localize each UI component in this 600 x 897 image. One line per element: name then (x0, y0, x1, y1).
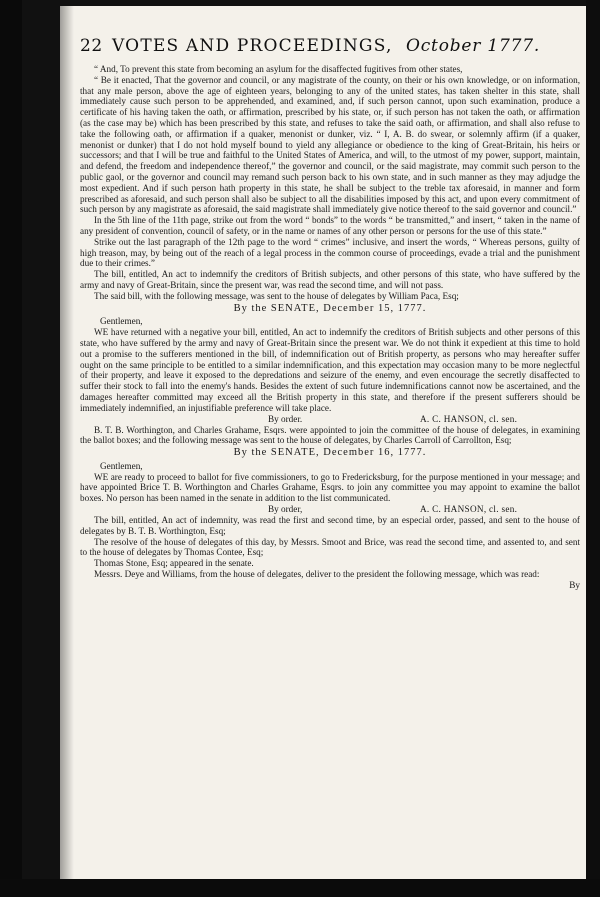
signature (80, 504, 580, 515)
scan-border-left (0, 0, 22, 897)
document-page (60, 6, 586, 879)
running-header (80, 36, 580, 60)
senate-message: WE are ready to proceed to ballot for five commissioners, to go to Fredericksburg, for the purpose mentioned in your message; and have appointed Brice T. B. Worthington and Charles Grahame, Esqrs. to join any committee you may appoint to examine the ballot boxes. No person has been named in the senate in addition to the list communicated. (80, 471, 580, 504)
scan-border-right (586, 0, 600, 897)
paragraph: Thomas Stone, Esq; appeared in the senate. (94, 558, 254, 569)
paragraph: The said bill, with the following message, was sent to the house of delegates by William Paca, Esq; (94, 290, 459, 301)
header-date: October 1777. (406, 36, 541, 56)
page-title: VOTES AND PROCEEDINGS, (112, 36, 393, 56)
paragraph: The resolve of the house of delegates of this day, by Messrs. Smoot and Brice, was read the second time, and assented to, and sent to the house of delegates by Thomas Contee, Esq; (80, 536, 580, 558)
signature-name: A. C. HANSON, cl. sen. (420, 504, 518, 515)
signature-name: A. C. HANSON, cl. sen. (420, 413, 518, 424)
paragraph: “ Be it enacted, That the governor and council, or any magistrate of the county, on their or his own knowledge, or on information, that any male person, above the age of eighteen years, belonging to any of the united states, has taken shelter in this state, shall immediately cause such person to be apprehended, and examined, and, if such person cannot, upon such examination, produce a certificate of his having taken the oath, or affirmation, prescribed by his state, or, if such person has not taken the oath, or affirmation (as the case may be) which has been prescribed by this state, and refuses to take the said oath, or affirmation, and shall also refuse to take the following oath, or affirmation if a quaker, menonist or dunker, viz. “ I, A. B. do swear, or solemnly affirm (if a quaker, menonist or dunker) that I do not hold myself bound to yield any allegiance or obedience to the king of Great-Britain, his heirs or successors; and that I will be true and faithful to the United States of America, and will, to the utmost of my power, support, maintain, and defend, the freedom and independence thereof,” the governor and council, or the said magistrate, may commit such person to the public gaol, or the governor and council may remand such person back to his own state, and in such manner as they may adjudge the most expedient. And if such person hath property in this state, he shall be subject to the treble tax aforesaid, in manner and form prescribed as aforesaid, and such person shall also be subject to all the disabilities imposed by this act, and upon every commitment of such person by any magistrate as aforesaid, the said magistrate shall immediately give notice thereof to the said governor and council.” (80, 74, 580, 215)
paragraph: “ And, To prevent this state from becoming an asylum for the disaffected fugitives from other states, (94, 64, 463, 74)
page-gutter-shadow (60, 6, 74, 879)
senate-message: WE have returned with a negative your bill, entitled, An act to indemnify the creditors of British subjects and other persons of this state, who have suffered by the army and navy of Great-Britain since the present war. We do not think it expedient at this time to hold out a promise to the sufferers mentioned in the bill, of indemnification out of British property, as persons who may hereafter suffer ought on the same principle to be entitled to a similar indemnification, and this expectation may occasion many to be more neglectful of their property, and leave it exposed to the depredations and seizure of the enemy, and even encourage the secretly disaffected to suffer their stock to fall into the enemy's hands. Besides the extent of such future indemnifications cannot now be ascertained, and the damages hereafter committed may exceed all the British property in this state, and therefore if the present sufferers should be immediately indemnified, an injustifiable preference will take place. (80, 327, 580, 413)
paragraph: The bill, entitled, An act of indemnity, was read the first and second time, by an especial order, passed, and sent to the house of delegates by B. T. B. Worthington, Esq; (80, 515, 580, 536)
paragraph: B. T. B. Worthington, and Charles Grahame, Esqrs. were appointed to join the committee of the house of delegates, in examining the ballot boxes; and the following message was sent to the house of delegates, by Charles Carroll of Carrollton, Esq; (80, 424, 580, 446)
senate-heading: By the SENATE, December 15, 1777. (233, 302, 427, 314)
paragraph: The bill, entitled, An act to indemnify the creditors of British subjects, and other persons of this state, who have suffered by the army and navy of Great-Britain, since the present war, was read the second time, and will not pass. (80, 269, 580, 290)
salutation: Gentlemen, (100, 316, 143, 327)
signature (80, 414, 580, 425)
body-text (80, 64, 580, 591)
paragraph: In the 5th line of the 11th page, strike out from the word “ bonds” to the words “ be transmitted,” and insert, “ taken in the name of any president of convention, council of safety, or in the name or names of any other person or persons for the use of this state.” (80, 215, 580, 236)
paragraph: Messrs. Deye and Williams, from the house of delegates, deliver to the president the following message, which was read: (94, 569, 540, 580)
scan-border-bottom (0, 879, 600, 897)
senate-heading: By the SENATE, December 16, 1777. (233, 447, 427, 459)
signature-by-order: By order. (268, 413, 303, 424)
salutation: Gentlemen, (100, 460, 143, 471)
catchword: By (569, 579, 580, 590)
page-number: 22 (80, 36, 103, 56)
signature-by-order: By order, (268, 504, 303, 515)
paragraph: Strike out the last paragraph of the 12th page to the word “ crimes” inclusive, and insert the words, “ Whereas persons, guilty of high treason, may, by being out of the reach of a legal process in the common course of proceedings, evade a trial and the punishment due to their crimes.” (80, 236, 580, 269)
